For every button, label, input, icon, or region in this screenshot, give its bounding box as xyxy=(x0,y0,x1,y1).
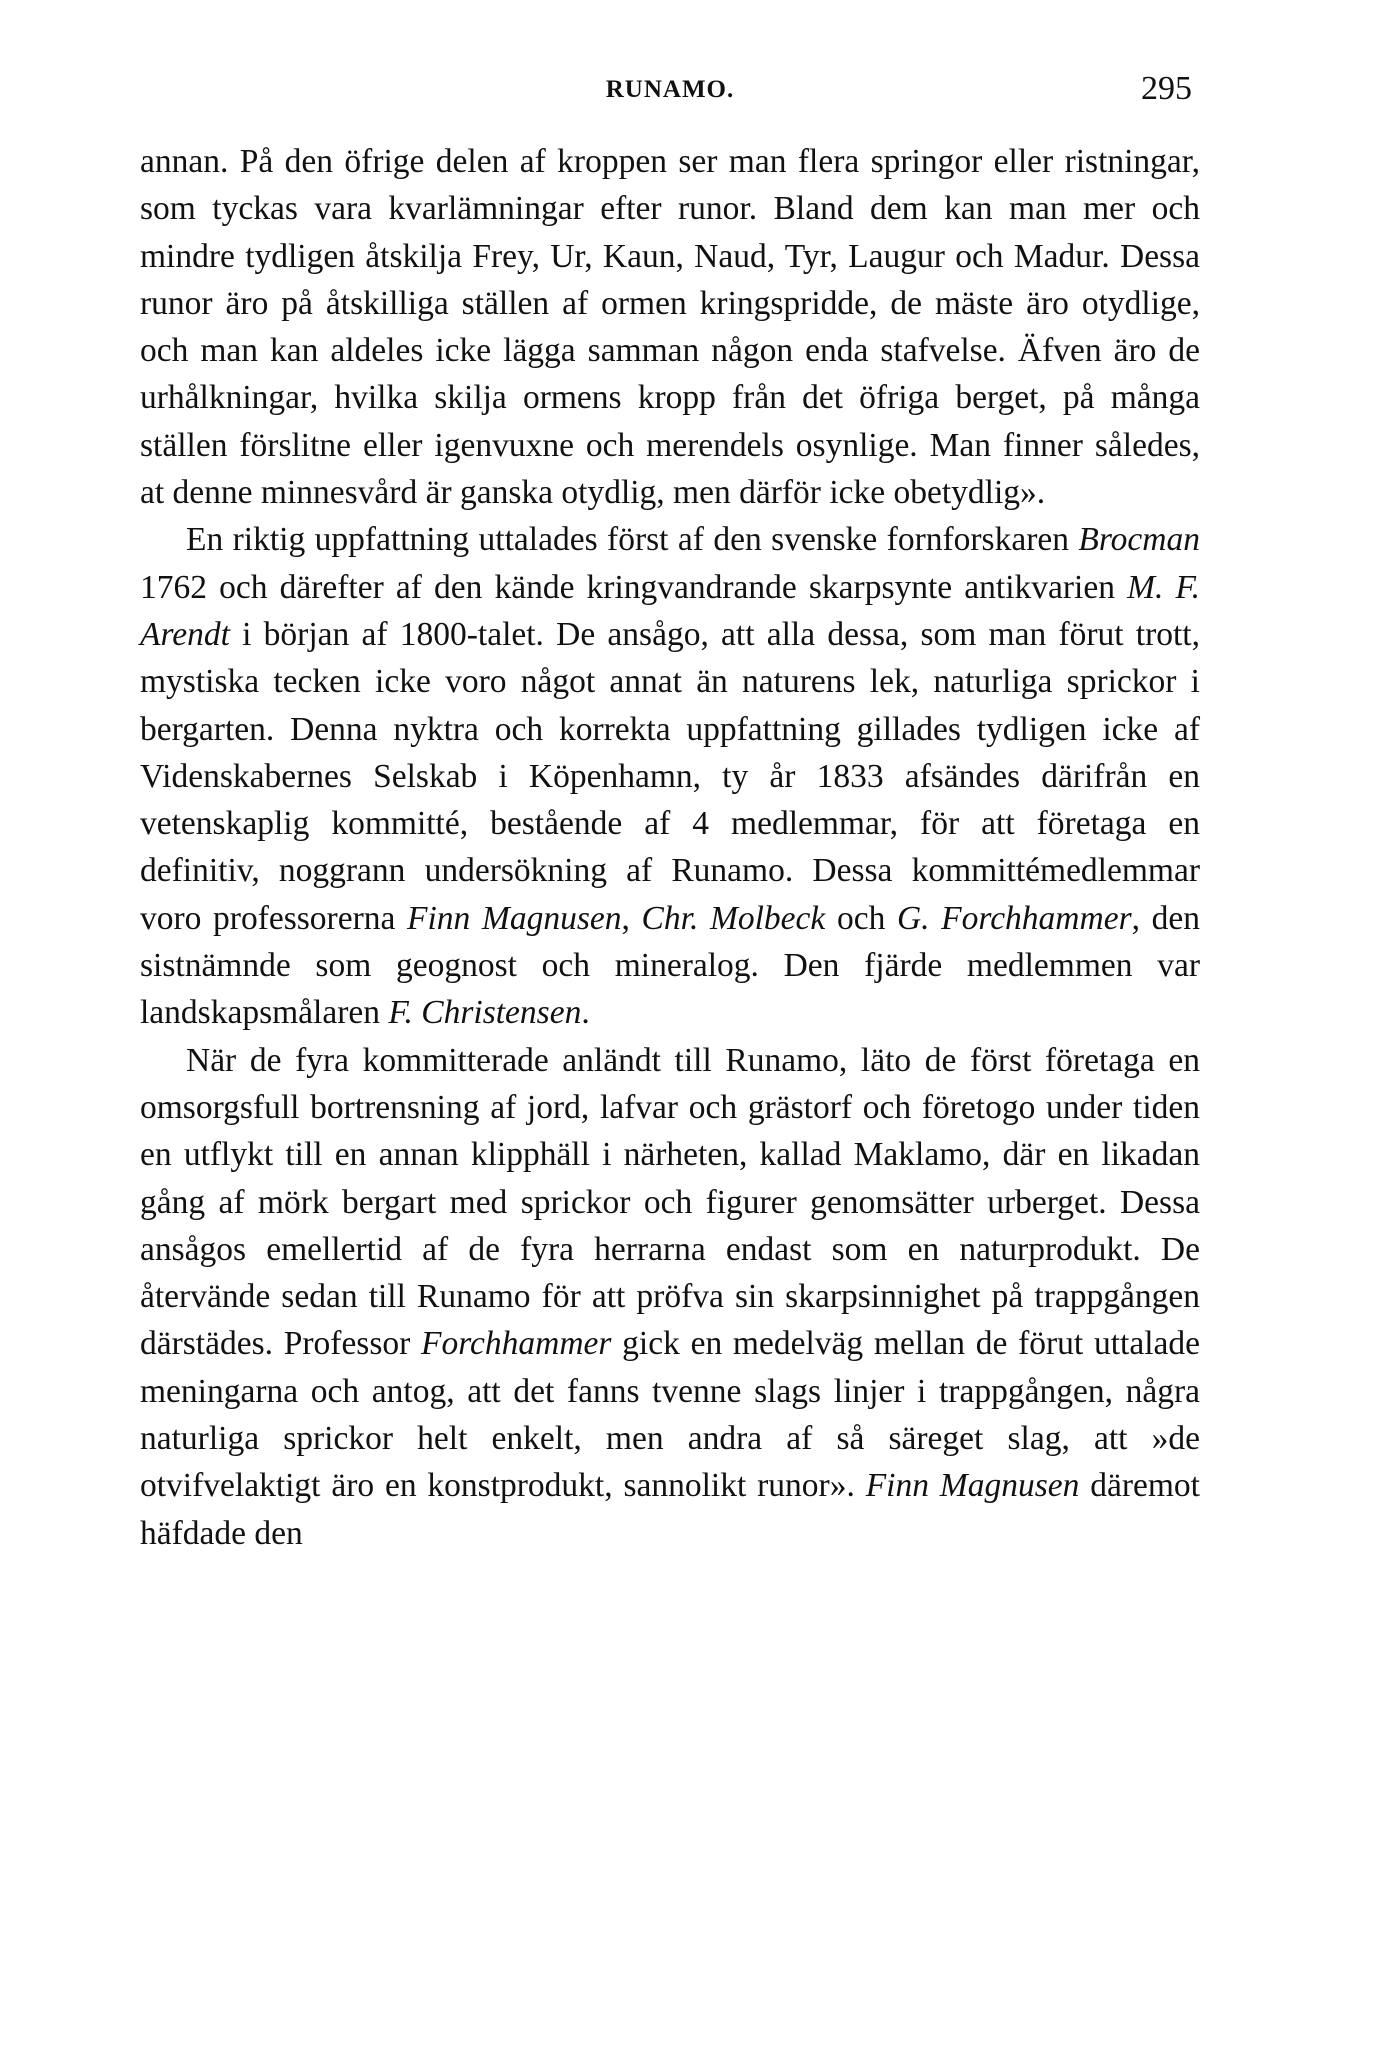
person-name: Brocman xyxy=(1078,521,1200,559)
page-number: 295 xyxy=(1141,70,1192,107)
text-run: 1762 och därefter af den kände kringvandrande skarpsynte antikvarien xyxy=(140,568,1128,606)
text-run: och xyxy=(825,899,897,937)
person-name: Finn Magnusen xyxy=(407,899,622,937)
text-run: gick en medelväg mellan de förut uttalade meningarna och antog, att det fanns tvenne slags linjer i trappgången, några naturliga sprickor helt enkelt, men andra af så säreget slag, att »de otvifvelaktigt äro en konstprodukt, sannolikt runor». xyxy=(140,1325,1201,1505)
body-text xyxy=(140,138,1200,1557)
text-run: , den sistnämnde som geognost och mineralog. Den fjärde medlemmen var landskapsmålaren xyxy=(140,899,1201,1032)
text-run: , xyxy=(621,899,642,937)
text-run: . xyxy=(581,994,590,1032)
person-name: Finn Magnusen xyxy=(865,1467,1080,1505)
text-run: När de fyra kommitterade anländt till Runamo, läto de först företaga en omsorgsfull bortrensning af jord, lafvar och grästorf och företogo under tiden en utflykt till en annan klipphäll i närheten, kallad Maklamo, där en likadan gång af mörk bergart med sprickor och figurer genomsätter urberget. Dessa ansågos emellertid af de fyra herrarna endast som en naturprodukt. De återvände sedan till Runamo för att pröfva sin skarpsinnighet på trappgången därstädes. Professor xyxy=(140,1041,1200,1363)
text-run: däremot häfdade den xyxy=(140,1467,1200,1552)
paragraph-continued xyxy=(140,138,1200,516)
paragraph xyxy=(140,516,1200,1036)
person-name: M. F. Arendt xyxy=(140,568,1200,653)
person-name: F. Christensen xyxy=(388,994,582,1032)
paragraph xyxy=(140,1037,1200,1557)
text-run: En riktig uppfattning uttalades först af den svenske fornforskaren xyxy=(186,521,1079,559)
person-name: Forchhammer xyxy=(421,1325,612,1363)
running-title: RUNAMO. xyxy=(605,76,735,103)
page-header xyxy=(140,70,1200,120)
person-name: Chr. Molbeck xyxy=(641,899,826,937)
text-run: i början af 1800-talet. De ansågo, att alla dessa, som man förut trott, mystiska tecken icke voro något annat än naturens lek, naturliga sprickor i bergarten. Denna nyktra och korrekta uppfattning gillades tydligen icke af Videnskabernes Selskab i Köpenhamn, ty år 1833 afsändes därifrån en vetenskaplig kommitté, bestående af 4 medlemmar, för att företaga en definitiv, noggrann undersökning af Runamo. Dessa kommittémedlemmar voro professorerna xyxy=(140,615,1200,937)
text-run: annan. På den öfrige delen af kroppen ser man flera springor eller ristningar, som tyckas vara kvarlämningar efter runor. Bland dem kan man mer och mindre tydligen åtskilja Frey, Ur, Kaun, Naud, Tyr, Laugur och Madur. Dessa runor äro på åtskilliga ställen af ormen kringspridde, de mäste äro otydlige, och man kan aldeles icke lägga samman någon enda stafvelse. Äfven äro de urhålkningar, hvilka skilja ormens kropp från det öfriga berget, på många ställen förslitne eller igenvuxne och merendels osynlige. Man finner således, at denne minnesvård är ganska otydlig, men därför icke obetydlig». xyxy=(140,143,1200,512)
book-page xyxy=(140,70,1200,2020)
person-name: G. Forchhammer xyxy=(896,899,1132,937)
